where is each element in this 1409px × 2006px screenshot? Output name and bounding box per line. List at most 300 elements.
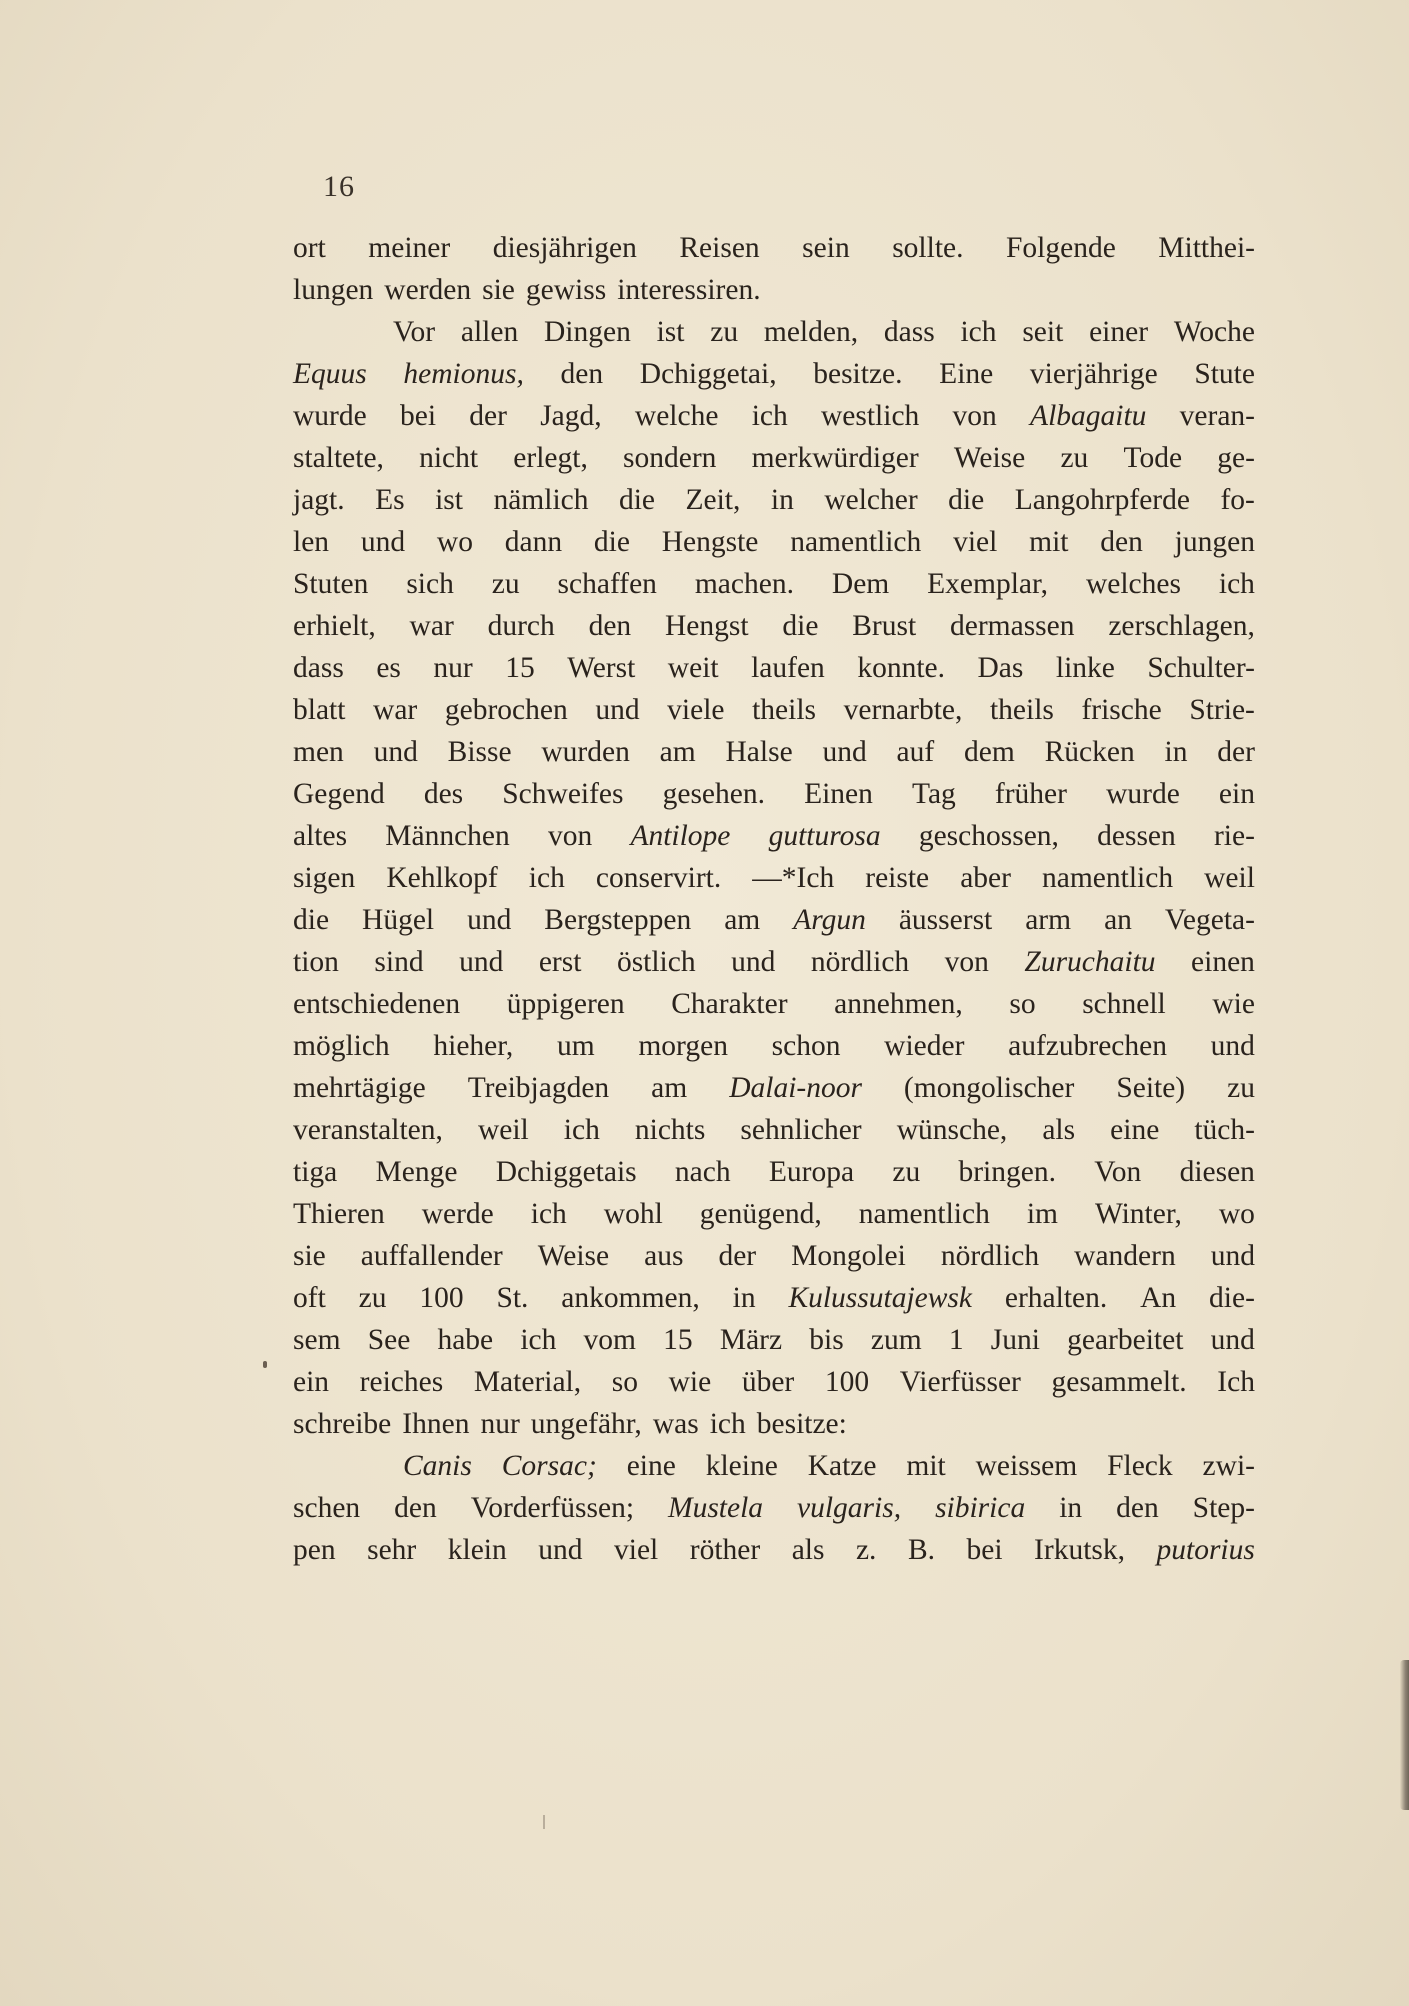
word: um xyxy=(556,1030,595,1062)
word: so xyxy=(1009,988,1036,1020)
word: werden xyxy=(384,274,472,306)
word: theils xyxy=(752,694,817,726)
word: sie xyxy=(293,1240,326,1272)
word: den xyxy=(394,1492,437,1524)
word: sondern xyxy=(623,442,717,474)
word: Einen xyxy=(804,778,873,810)
word: vulgaris, xyxy=(797,1492,902,1524)
body-text xyxy=(293,227,1255,1571)
word: ist xyxy=(656,316,685,348)
word: und xyxy=(360,526,406,558)
word: morgen xyxy=(638,1030,728,1062)
word: Zeit, xyxy=(685,484,741,516)
word: reiste xyxy=(865,862,930,894)
word: namentlich xyxy=(1042,862,1174,894)
word: genügend, xyxy=(699,1198,822,1230)
word: len xyxy=(293,526,330,558)
word: auf xyxy=(896,736,935,768)
word: ich xyxy=(530,1198,567,1230)
word: zu xyxy=(1227,1072,1255,1104)
word: vierjährige xyxy=(1029,358,1158,390)
word: allen xyxy=(460,316,519,348)
margin-speck xyxy=(263,1361,267,1368)
word: in xyxy=(1164,736,1188,768)
word: diesen xyxy=(1179,1156,1255,1188)
word: putorius xyxy=(1156,1534,1255,1566)
word: der xyxy=(1217,736,1255,768)
word: Ich xyxy=(1217,1366,1255,1398)
word: tüch- xyxy=(1194,1114,1255,1146)
text-line xyxy=(293,1193,1255,1235)
text-line xyxy=(293,731,1255,773)
word: wo xyxy=(1218,1198,1255,1230)
word: vom xyxy=(583,1324,636,1356)
word: an xyxy=(1104,904,1132,936)
word: Tag xyxy=(912,778,956,810)
word: nichts xyxy=(634,1114,706,1146)
word: Dalai-noor xyxy=(729,1072,862,1104)
text-line xyxy=(293,1277,1255,1319)
word: die xyxy=(782,610,819,642)
word: mehrtägige xyxy=(293,1072,426,1104)
word: im xyxy=(1026,1198,1058,1230)
word: einer xyxy=(1089,316,1149,348)
word: Winter, xyxy=(1094,1198,1182,1230)
text-line xyxy=(293,1445,1255,1487)
word: Das xyxy=(977,652,1024,684)
word: annehmen, xyxy=(834,988,963,1020)
word: die xyxy=(618,484,656,516)
text-line xyxy=(293,689,1255,731)
word: Folgende xyxy=(1006,232,1116,264)
word: Vor xyxy=(393,316,436,348)
word: sehnlicher xyxy=(740,1114,862,1146)
word: Schulter- xyxy=(1147,652,1255,684)
word: zu xyxy=(1060,442,1089,474)
word: staltete, xyxy=(293,442,384,474)
word: nördlich xyxy=(940,1240,1040,1272)
word: den xyxy=(1100,526,1143,558)
word: men xyxy=(293,736,344,768)
word: nur xyxy=(480,1408,520,1440)
word: nördlich xyxy=(810,946,910,978)
word: Rücken xyxy=(1044,736,1135,768)
word: Jagd, xyxy=(540,400,602,432)
word: Mongolei xyxy=(791,1240,906,1272)
word: z. xyxy=(855,1534,877,1566)
word: arm xyxy=(1025,904,1072,936)
word: Material, xyxy=(473,1366,582,1398)
text-line xyxy=(293,563,1255,605)
word: Vegeta- xyxy=(1164,904,1255,936)
word: sibirica xyxy=(935,1492,1026,1524)
word: merkwürdiger xyxy=(751,442,919,474)
word: äusserst xyxy=(898,904,993,936)
word: Mustela xyxy=(668,1492,764,1524)
word: dann xyxy=(504,526,563,558)
word: Dchiggetais xyxy=(495,1156,637,1188)
page-edge-shadow xyxy=(1400,1660,1409,1810)
text-line xyxy=(293,1529,1255,1571)
word: sie xyxy=(482,274,515,306)
word: und xyxy=(822,736,867,768)
word: dass xyxy=(883,316,935,348)
word: in xyxy=(770,484,794,516)
word: ich xyxy=(751,400,788,432)
word: ge- xyxy=(1217,442,1255,474)
word: Hengste xyxy=(661,526,759,558)
word: Exemplar, xyxy=(927,568,1049,600)
word: weit xyxy=(667,652,719,684)
text-line xyxy=(293,479,1255,521)
word: ich xyxy=(960,316,997,348)
word: besitze. xyxy=(813,358,903,390)
word: blatt xyxy=(293,694,346,726)
text-line xyxy=(293,941,1255,983)
word: Antilope xyxy=(630,820,731,852)
word: eine xyxy=(1110,1114,1160,1146)
word: Es xyxy=(375,484,405,516)
word: ich xyxy=(709,1408,746,1440)
word: den xyxy=(1116,1492,1159,1524)
text-line xyxy=(293,647,1255,689)
word: An xyxy=(1140,1282,1177,1314)
word: bis xyxy=(809,1324,844,1356)
word: machen. xyxy=(694,568,794,600)
word: westlich xyxy=(820,400,920,432)
word: weil xyxy=(477,1114,529,1146)
word: Juni xyxy=(990,1324,1040,1356)
word: 100 xyxy=(419,1282,464,1314)
word: theils xyxy=(989,694,1054,726)
word: Werst xyxy=(567,652,636,684)
word: ich xyxy=(1218,568,1255,600)
word: und xyxy=(538,1534,583,1566)
word: wohl xyxy=(603,1198,663,1230)
word: zerschlagen, xyxy=(1108,610,1255,642)
word: mit xyxy=(906,1450,946,1482)
word: erlegt, xyxy=(513,442,588,474)
word: tion xyxy=(293,946,339,978)
word: Dchiggetai, xyxy=(639,358,777,390)
word: ankommen, xyxy=(561,1282,700,1314)
word: Halse xyxy=(725,736,793,768)
word: den xyxy=(588,610,632,642)
word: Dingen xyxy=(543,316,631,348)
word: Equus xyxy=(293,358,367,390)
word: Bergsteppen xyxy=(544,904,692,936)
word: Tode xyxy=(1123,442,1183,474)
word: die xyxy=(593,526,630,558)
word: und xyxy=(1210,1324,1255,1356)
word: erhielt, xyxy=(293,610,376,642)
word: —*Ich xyxy=(752,862,835,894)
word: zu xyxy=(710,316,739,348)
word: und xyxy=(1210,1030,1255,1062)
word: ungefähr, xyxy=(530,1408,642,1440)
word: sehr xyxy=(367,1534,417,1566)
word: als xyxy=(1042,1114,1076,1146)
word: den xyxy=(560,358,604,390)
word: von xyxy=(547,820,593,852)
text-line xyxy=(293,899,1255,941)
word: Gegend xyxy=(293,778,385,810)
word: es xyxy=(376,652,401,684)
word: interessiren. xyxy=(617,274,761,306)
word: ein xyxy=(1218,778,1255,810)
word: geschossen, xyxy=(918,820,1059,852)
text-line xyxy=(293,1067,1255,1109)
word: östlich xyxy=(616,946,696,978)
word: zu xyxy=(892,1156,921,1188)
word: weil xyxy=(1204,862,1255,894)
word: kleine xyxy=(705,1450,778,1482)
word: auffallender xyxy=(360,1240,503,1272)
word: Weise xyxy=(537,1240,610,1272)
word: Hengst xyxy=(664,610,749,642)
word: röther xyxy=(689,1534,761,1566)
word: laufen xyxy=(751,652,825,684)
word: erst xyxy=(538,946,582,978)
word: und xyxy=(731,946,776,978)
word: schen xyxy=(293,1492,361,1524)
word: nach xyxy=(674,1156,731,1188)
word: dass xyxy=(293,652,344,684)
word: wurde xyxy=(1106,778,1180,810)
word: dermassen xyxy=(949,610,1075,642)
word: Schweifes xyxy=(502,778,624,810)
word: rie- xyxy=(1213,820,1255,852)
word: war xyxy=(373,694,418,726)
word: Reisen xyxy=(679,232,760,264)
word: Katze xyxy=(807,1450,877,1482)
word: Step- xyxy=(1192,1492,1255,1524)
word: konnte. xyxy=(857,652,945,684)
word: wünsche, xyxy=(896,1114,1008,1146)
word: mit xyxy=(1029,526,1069,558)
word: wie xyxy=(1212,988,1255,1020)
word: schaffen xyxy=(557,568,657,600)
word: pen xyxy=(293,1534,336,1566)
word: über xyxy=(741,1366,795,1398)
word: wurden xyxy=(541,736,630,768)
word: hieher, xyxy=(433,1030,514,1062)
word: (mongolischer xyxy=(903,1072,1075,1104)
word: Woche xyxy=(1173,316,1255,348)
word: bei xyxy=(399,400,437,432)
word: sigen xyxy=(293,862,356,894)
word: welche xyxy=(634,400,719,432)
word: B. xyxy=(907,1534,935,1566)
page-number: 16 xyxy=(323,170,355,203)
word: schreibe xyxy=(293,1408,392,1440)
word: Hügel xyxy=(362,904,435,936)
text-line xyxy=(293,269,1255,311)
text-line xyxy=(293,395,1255,437)
word: aber xyxy=(960,862,1011,894)
word: lungen xyxy=(293,274,374,306)
word: so xyxy=(611,1366,638,1398)
word: veranstalten, xyxy=(293,1114,443,1146)
word: am xyxy=(724,904,761,936)
word: schon xyxy=(771,1030,841,1062)
word: war xyxy=(409,610,454,642)
word: namentlich xyxy=(790,526,922,558)
word: Vierfüsser xyxy=(899,1366,1021,1398)
word: 15 xyxy=(505,652,535,684)
word: zu xyxy=(491,568,520,600)
word: sein xyxy=(802,232,850,264)
text-line xyxy=(293,1403,1255,1445)
word: und xyxy=(1210,1240,1255,1272)
word: altes xyxy=(293,820,348,852)
word: viel xyxy=(953,526,998,558)
text-line xyxy=(293,437,1255,479)
word: gutturosa xyxy=(768,820,881,852)
text-line xyxy=(293,983,1255,1025)
word: eine xyxy=(626,1450,676,1482)
word: 100 xyxy=(824,1366,870,1398)
text-line xyxy=(293,1361,1255,1403)
word: St. xyxy=(496,1282,529,1314)
word: der xyxy=(469,400,507,432)
text-line xyxy=(293,1319,1255,1361)
word: sich xyxy=(406,568,454,600)
word: jagt. xyxy=(293,484,345,516)
word: viele xyxy=(667,694,725,726)
text-line xyxy=(293,1025,1255,1067)
word: früher xyxy=(994,778,1067,810)
word: Stute xyxy=(1194,358,1255,390)
text-line xyxy=(293,773,1255,815)
word: Irkutsk, xyxy=(1034,1534,1125,1566)
word: aufzubrechen xyxy=(1008,1030,1167,1062)
word: erhalten. xyxy=(1004,1282,1108,1314)
word: Zuruchaitu xyxy=(1024,946,1156,978)
word: klein xyxy=(447,1534,507,1566)
word: nur xyxy=(433,652,473,684)
word: Eine xyxy=(939,358,994,390)
word: und xyxy=(595,694,640,726)
page-speck xyxy=(543,1815,545,1829)
word: Von xyxy=(1094,1156,1142,1188)
word: gewiss xyxy=(525,274,607,306)
word: Stuten xyxy=(293,568,369,600)
word: und xyxy=(467,904,512,936)
word: habe xyxy=(437,1324,494,1356)
word: am xyxy=(659,736,696,768)
word: am xyxy=(651,1072,688,1104)
word: in xyxy=(732,1282,756,1314)
word: die xyxy=(948,484,985,516)
word: Treibjagden xyxy=(467,1072,610,1104)
word: fo- xyxy=(1220,484,1255,516)
text-line xyxy=(293,1235,1255,1277)
word: namentlich xyxy=(858,1198,990,1230)
word: Menge xyxy=(375,1156,458,1188)
word: was xyxy=(652,1408,699,1440)
word: üppigeren xyxy=(506,988,625,1020)
word: Bisse xyxy=(447,736,512,768)
word: viel xyxy=(614,1534,659,1566)
word: wandern xyxy=(1074,1240,1176,1272)
word: gearbeitet xyxy=(1067,1324,1184,1356)
word: Kehlkopf xyxy=(386,862,498,894)
word: werde xyxy=(421,1198,494,1230)
word: tiga xyxy=(293,1156,338,1188)
word: Argun xyxy=(793,904,866,936)
word: nämlich xyxy=(493,484,589,516)
word: Albagaitu xyxy=(1030,400,1147,432)
word: von xyxy=(952,400,997,432)
word: bei xyxy=(966,1534,1003,1566)
word: Mitthei- xyxy=(1158,232,1255,264)
word: reiches xyxy=(359,1366,444,1398)
word: melden, xyxy=(763,316,859,348)
word: meiner xyxy=(368,232,451,264)
word: jungen xyxy=(1174,526,1255,558)
word: Kulussutajewsk xyxy=(788,1282,973,1314)
word: von xyxy=(944,946,989,978)
word: sollte. xyxy=(892,232,964,264)
word: zu xyxy=(358,1282,387,1314)
word: hemionus, xyxy=(403,358,524,390)
text-line xyxy=(293,605,1255,647)
word: aus xyxy=(644,1240,684,1272)
word: 1 xyxy=(948,1324,964,1356)
word: und xyxy=(373,736,418,768)
word: dessen xyxy=(1097,820,1176,852)
word: wie xyxy=(668,1366,712,1398)
word: möglich xyxy=(293,1030,390,1062)
word: diesjährigen xyxy=(492,232,637,264)
word: Brust xyxy=(852,610,917,642)
word: oft xyxy=(293,1282,326,1314)
word: linke xyxy=(1055,652,1115,684)
word: zwi- xyxy=(1202,1450,1255,1482)
text-line xyxy=(293,311,1255,353)
word: der xyxy=(718,1240,757,1272)
word: veran- xyxy=(1179,400,1255,432)
text-line xyxy=(293,1109,1255,1151)
word: conservirt. xyxy=(595,862,722,894)
word: Langohrpferde xyxy=(1014,484,1190,516)
word: wurde xyxy=(293,400,367,432)
word: ist xyxy=(435,484,463,516)
word: ich xyxy=(563,1114,600,1146)
word: die- xyxy=(1209,1282,1255,1314)
word: Vorderfüssen; xyxy=(470,1492,635,1524)
word: schnell xyxy=(1082,988,1166,1020)
word: zum xyxy=(870,1324,922,1356)
word: nicht xyxy=(419,442,479,474)
word: gesammelt. xyxy=(1051,1366,1187,1398)
text-line xyxy=(293,857,1255,899)
word: in xyxy=(1059,1492,1083,1524)
word: vernarbte, xyxy=(843,694,963,726)
word: sind xyxy=(374,946,424,978)
word: entschiedenen xyxy=(293,988,461,1020)
word: bringen. xyxy=(958,1156,1056,1188)
text-line xyxy=(293,227,1255,269)
text-line xyxy=(293,1151,1255,1193)
word: die xyxy=(293,904,330,936)
word: ein xyxy=(293,1366,330,1398)
word: 15 xyxy=(663,1324,693,1356)
word: Canis xyxy=(403,1450,472,1482)
text-line xyxy=(293,1487,1255,1529)
text-line xyxy=(293,521,1255,563)
